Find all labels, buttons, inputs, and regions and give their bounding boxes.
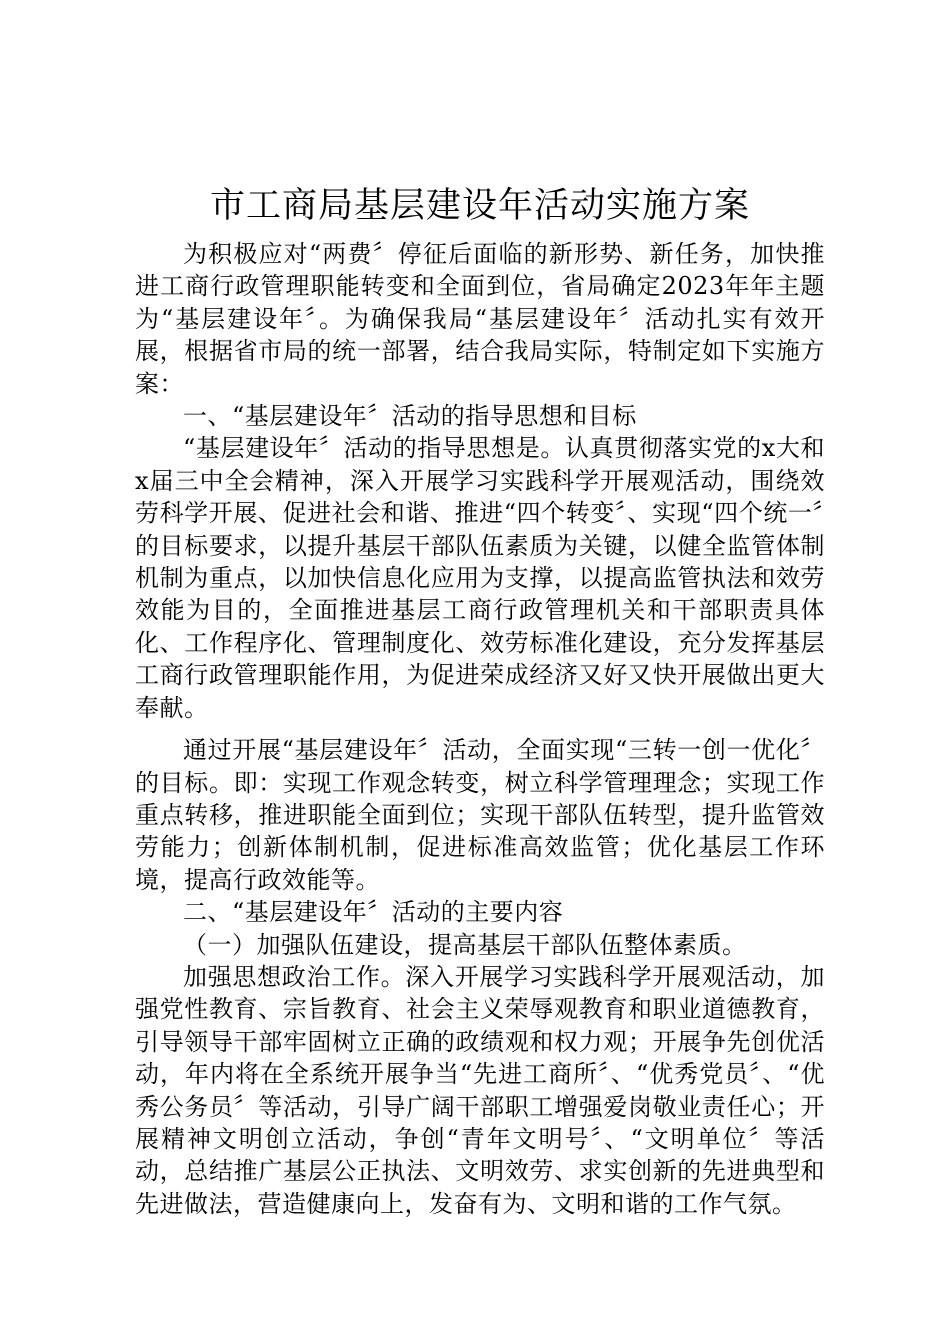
document-page [135, 180, 825, 1220]
section-2-paragraph-1: 加强思想政治工作。深入开展学习实践科学开展观活动，加强党性教育、宗旨教育、社会主义荣辱观教育和职业道德教育，引导领导干部牢固树立正确的政绩观和权力观；开展争先创优活动，年内将在全系统开展争当“先进工商所〞、“优秀党员〞、“优秀公务员〞等活动，引导广阔干部职工增强爱岗敬业责任心；开展精神文明创立活动，争创“青年文明号〞、“文明单位〞等活动，总结推广基层公正执法、文明效劳、求实创新的先进典型和先进做法，营造健康向上，发奋有为、文明和谐的工作气氛。 [135, 962, 825, 1218]
intro-paragraph: 为积极应对“两费〞停征后面临的新形势、新任务，加快推进工商行政管理职能转变和全面到位，省局确定2023年年主题为“基层建设年〞。为确保我局“基层建设年〞活动扎实有效开展，根据省市局的统一部署，结合我局实际，特制定如下实施方案： [135, 240, 825, 398]
document-title: 市工商局基层建设年活动实施方案 [209, 186, 750, 226]
section-1-heading: 一、“基层建设年〞活动的指导思想和目标 [183, 402, 637, 431]
section-2-subheading-1: （一）加强队伍建设，提高基层干部队伍整体素质。 [183, 930, 747, 959]
section-1-paragraph-2: 通过开展“基层建设年〞活动，全面实现“三转一创一优化〞的目标。即：实现工作观念转变，树立科学管理理念；实现工作重点转移，推进职能全面到位；实现干部队伍转型，提升监管效劳能力；创新体制机制，促进标准高效监管；优化基层工作环境，提高行政效能等。 [135, 736, 825, 894]
section-2-heading: 二、“基层建设年〞活动的主要内容 [183, 898, 564, 927]
section-1-paragraph-1: “基层建设年〞活动的指导思想是。认真贯彻落实党的x大和x届三中全会精神，深入开展学习实践科学开展观活动，围绕效劳科学开展、促进社会和谐、推进“四个转变〞、实现“四个统一〞的目标要求，以提升基层干部队伍素质为关键，以健全监管体制机制为重点，以加快信息化应用为支撑，以提高监管执法和效劳效能为目的，全面推进基层工商行政管理机关和干部职责具体化、工作程序化、管理制度化、效劳标准化建设，充分发挥基层工商行政管理职能作用，为促进荣成经济又好又快开展做出更大奉献。 [135, 434, 825, 722]
